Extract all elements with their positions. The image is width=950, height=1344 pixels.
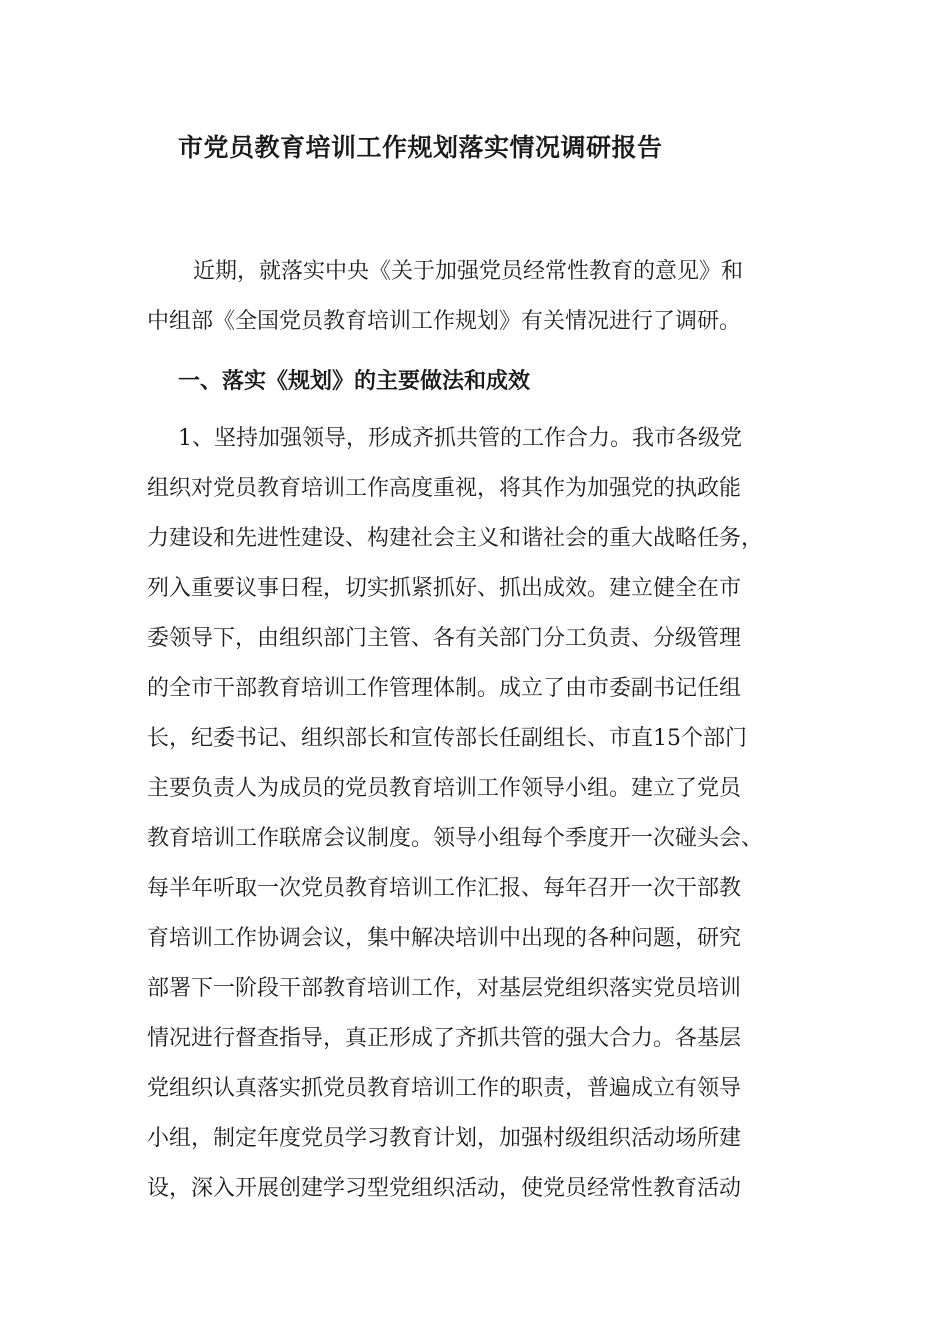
document-title: 市党员教育培训工作规划落实情况调研报告	[178, 133, 663, 162]
paragraph-line: 党组织认真落实抓党员教育培训工作的职责，普遍成立有领导	[147, 1076, 742, 1101]
paragraph-line: 列入重要议事日程，切实抓紧抓好、抓出成效。建立健全在市	[147, 576, 742, 601]
paragraph-line: 每半年听取一次党员教育培训工作汇报、每年召开一次干部教	[147, 876, 742, 901]
paragraph-line: 组织对党员教育培训工作高度重视，将其作为加强党的执政能	[147, 476, 742, 501]
section-heading: 一、落实《规划》的主要做法和成效	[178, 368, 531, 394]
paragraph-line: 教育培训工作联席会议制度。领导小组每个季度开一次碰头会、	[147, 826, 764, 851]
paragraph-line: 设，深入开展创建学习型党组织活动，使党员经常性教育活动	[147, 1176, 742, 1201]
intro-line-1: 近期，就落实中央《关于加强党员经常性教育的意见》和	[193, 259, 744, 284]
paragraph-line: 委领导下，由组织部门主管、各有关部门分工负责、分级管理	[147, 626, 742, 651]
paragraph-line: 情况进行督查指导，真正形成了齐抓共管的强大合力。各基层	[147, 1026, 742, 1051]
paragraph-line: 主要负责人为成员的党员教育培训工作领导小组。建立了党员	[147, 776, 742, 801]
paragraph-line: 长，纪委书记、组织部长和宣传部长任副组长、市直15个部门	[147, 726, 747, 751]
paragraph-line: 力建设和先进性建设、构建社会主义和谐社会的重大战略任务，	[147, 526, 764, 551]
paragraph-line: 1、坚持加强领导，形成齐抓共管的工作合力。我市各级党	[178, 426, 742, 451]
intro-line-2: 中组部《全国党员教育培训工作规划》有关情况进行了调研。	[147, 309, 742, 334]
paragraph-line: 育培训工作协调会议，集中解决培训中出现的各种问题，研究	[147, 926, 742, 951]
paragraph-line: 的全市干部教育培训工作管理体制。成立了由市委副书记任组	[147, 676, 742, 701]
paragraph-line: 小组，制定年度党员学习教育计划，加强村级组织活动场所建	[147, 1126, 742, 1151]
paragraph-line: 部署下一阶段干部教育培训工作，对基层党组织落实党员培训	[147, 976, 742, 1001]
